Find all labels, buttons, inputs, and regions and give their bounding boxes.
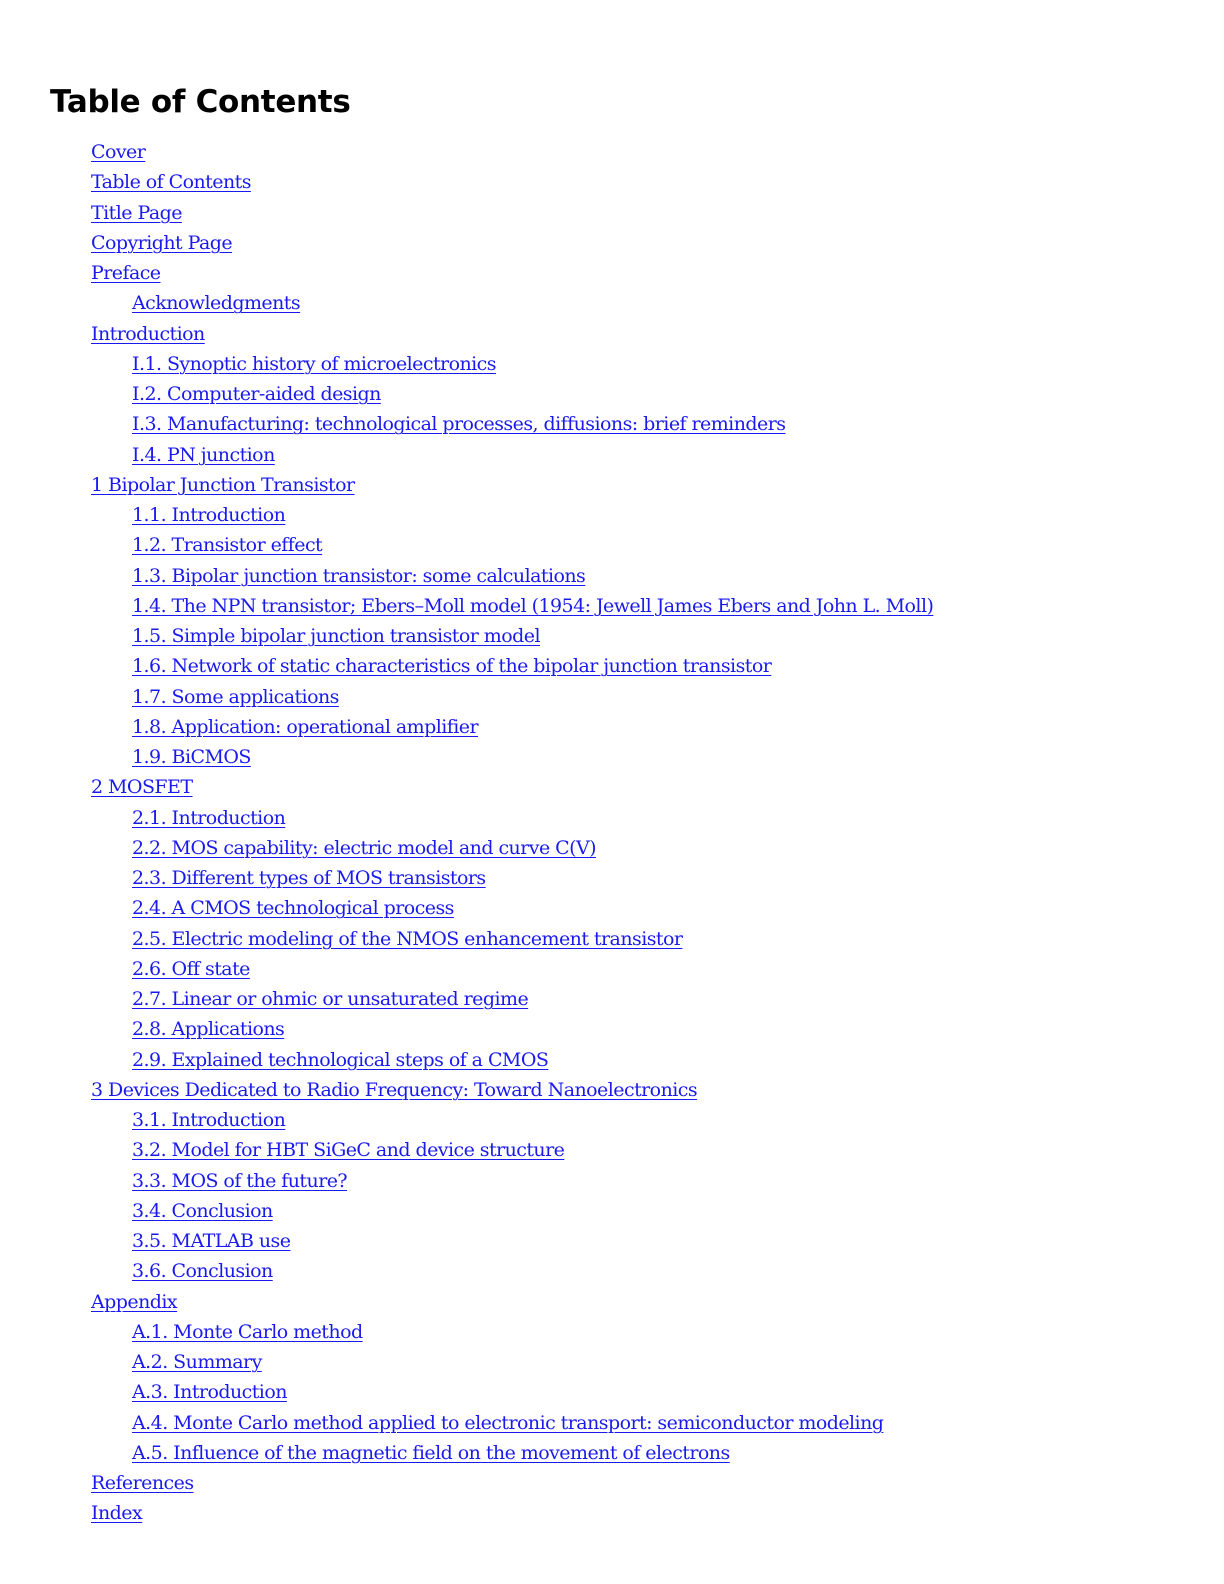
toc-entry [0, 954, 933, 984]
toc-entry [0, 1045, 933, 1075]
toc-link[interactable]: I.1. Synoptic history of microelectronics [132, 352, 496, 375]
toc-link[interactable]: Introduction [91, 322, 205, 345]
toc-entry [0, 288, 933, 318]
toc-entry [0, 379, 933, 409]
toc-entry [0, 833, 933, 863]
toc-entry [0, 500, 933, 530]
toc-link[interactable]: 3.1. Introduction [132, 1109, 286, 1131]
toc-link[interactable]: 1.7. Some applications [132, 685, 339, 708]
toc-link[interactable]: 2.2. MOS capability: electric model and curve C(V) [132, 836, 597, 859]
toc-link[interactable]: References [91, 1472, 194, 1494]
toc-entry [0, 198, 933, 228]
toc-link[interactable]: 2.7. Linear or ohmic or unsaturated regime [132, 988, 529, 1010]
toc-list [0, 137, 933, 1529]
toc-link[interactable]: 2 MOSFET [91, 776, 193, 799]
toc-entry [0, 651, 933, 681]
toc-link[interactable]: 1.3. Bipolar junction transistor: some calculations [132, 564, 586, 587]
toc-link[interactable]: Index [91, 1502, 143, 1525]
toc-entry [0, 1317, 933, 1347]
toc-link[interactable]: 3.3. MOS of the future? [132, 1169, 348, 1192]
toc-link[interactable]: A.1. Monte Carlo method [132, 1320, 363, 1343]
toc-entry [0, 167, 933, 197]
toc-link[interactable]: 2.8. Applications [132, 1018, 285, 1041]
toc-link[interactable]: 1.6. Network of static characteristics of the bipolar junction transistor [132, 655, 772, 678]
toc-entry [0, 1408, 933, 1438]
toc-entry [0, 984, 933, 1014]
toc-entry [0, 621, 933, 651]
toc-link[interactable]: 3.6. Conclusion [132, 1260, 273, 1283]
toc-entry [0, 561, 933, 591]
toc-entry [0, 1377, 933, 1407]
toc-entry [0, 742, 933, 772]
toc-entry [0, 228, 933, 258]
toc-entry [0, 924, 933, 954]
toc-link[interactable]: I.4. PN junction [132, 443, 275, 466]
toc-link[interactable]: A.3. Introduction [132, 1381, 287, 1404]
toc-link[interactable]: Title Page [91, 201, 182, 224]
toc-entry [0, 1196, 933, 1226]
toc-entry [0, 682, 933, 712]
toc-link[interactable]: 2.6. Off state [132, 957, 250, 980]
toc-entry [0, 1498, 933, 1528]
toc-entry [0, 1075, 933, 1105]
toc-entry [0, 409, 933, 439]
toc-entry [0, 1287, 933, 1317]
toc-entry [0, 1438, 933, 1468]
toc-entry [0, 893, 933, 923]
toc-link[interactable]: A.2. Summary [132, 1351, 262, 1373]
toc-link[interactable]: 3.5. MATLAB use [132, 1230, 291, 1252]
toc-link[interactable]: 3.4. Conclusion [132, 1199, 273, 1222]
toc-entry [0, 1256, 933, 1286]
toc-link[interactable]: 1.2. Transistor effect [132, 534, 323, 557]
toc-entry [0, 137, 933, 167]
toc-entry [0, 530, 933, 560]
toc-entry [0, 1226, 933, 1256]
toc-link[interactable]: Table of Contents [91, 171, 251, 194]
toc-link[interactable]: 1.5. Simple bipolar junction transistor model [132, 625, 540, 647]
toc-link[interactable]: 1.9. BiCMOS [132, 746, 251, 768]
toc-link[interactable]: Acknowledgments [132, 292, 301, 315]
toc-link[interactable]: I.2. Computer-aided design [132, 383, 381, 405]
toc-link[interactable]: 1.4. The NPN transistor; Ebers–Moll model (1954: Jewell James Ebers and John L. Moll) [132, 594, 934, 617]
toc-link[interactable]: 2.3. Different types of MOS transistors [132, 867, 486, 889]
toc-entry [0, 470, 933, 500]
toc-link[interactable]: I.3. Manufacturing: technological processes, diffusions: brief reminders [132, 413, 786, 436]
toc-entry [0, 591, 933, 621]
toc-entry [0, 258, 933, 288]
toc-link[interactable]: 2.1. Introduction [132, 806, 286, 829]
toc-entry [0, 803, 933, 833]
toc-entry [0, 1014, 933, 1044]
toc-entry [0, 863, 933, 893]
toc-entry [0, 712, 933, 742]
toc-entry [0, 440, 933, 470]
toc-entry [0, 1105, 933, 1135]
toc-link[interactable]: A.5. Influence of the magnetic field on the movement of electrons [132, 1441, 730, 1464]
toc-link[interactable]: Cover [91, 141, 146, 163]
toc-link[interactable]: 1 Bipolar Junction Transistor [91, 473, 355, 496]
toc-link[interactable]: 2.5. Electric modeling of the NMOS enhancement transistor [132, 927, 683, 950]
page-title: Table of Contents [50, 84, 351, 120]
toc-entry [0, 349, 933, 379]
toc-entry [0, 1166, 933, 1196]
toc-link[interactable]: 2.4. A CMOS technological process [132, 897, 454, 920]
toc-link[interactable]: A.4. Monte Carlo method applied to electronic transport: semiconductor modeling [132, 1411, 884, 1434]
toc-link[interactable]: 2.9. Explained technological steps of a CMOS [132, 1048, 549, 1071]
toc-link[interactable]: 3 Devices Dedicated to Radio Frequency: Toward Nanoelectronics [91, 1078, 698, 1101]
toc-entry [0, 319, 933, 349]
toc-entry [0, 772, 933, 802]
toc-link[interactable]: 1.8. Application: operational amplifier [132, 715, 479, 738]
toc-entry [0, 1347, 933, 1377]
toc-link[interactable]: Copyright Page [91, 231, 233, 254]
toc-link[interactable]: 1.1. Introduction [132, 504, 286, 526]
toc-link[interactable]: 3.2. Model for HBT SiGeC and device structure [132, 1139, 565, 1162]
toc-link[interactable]: Preface [91, 262, 161, 284]
toc-entry [0, 1135, 933, 1165]
toc-link[interactable]: Appendix [91, 1290, 178, 1313]
toc-entry [0, 1468, 933, 1498]
